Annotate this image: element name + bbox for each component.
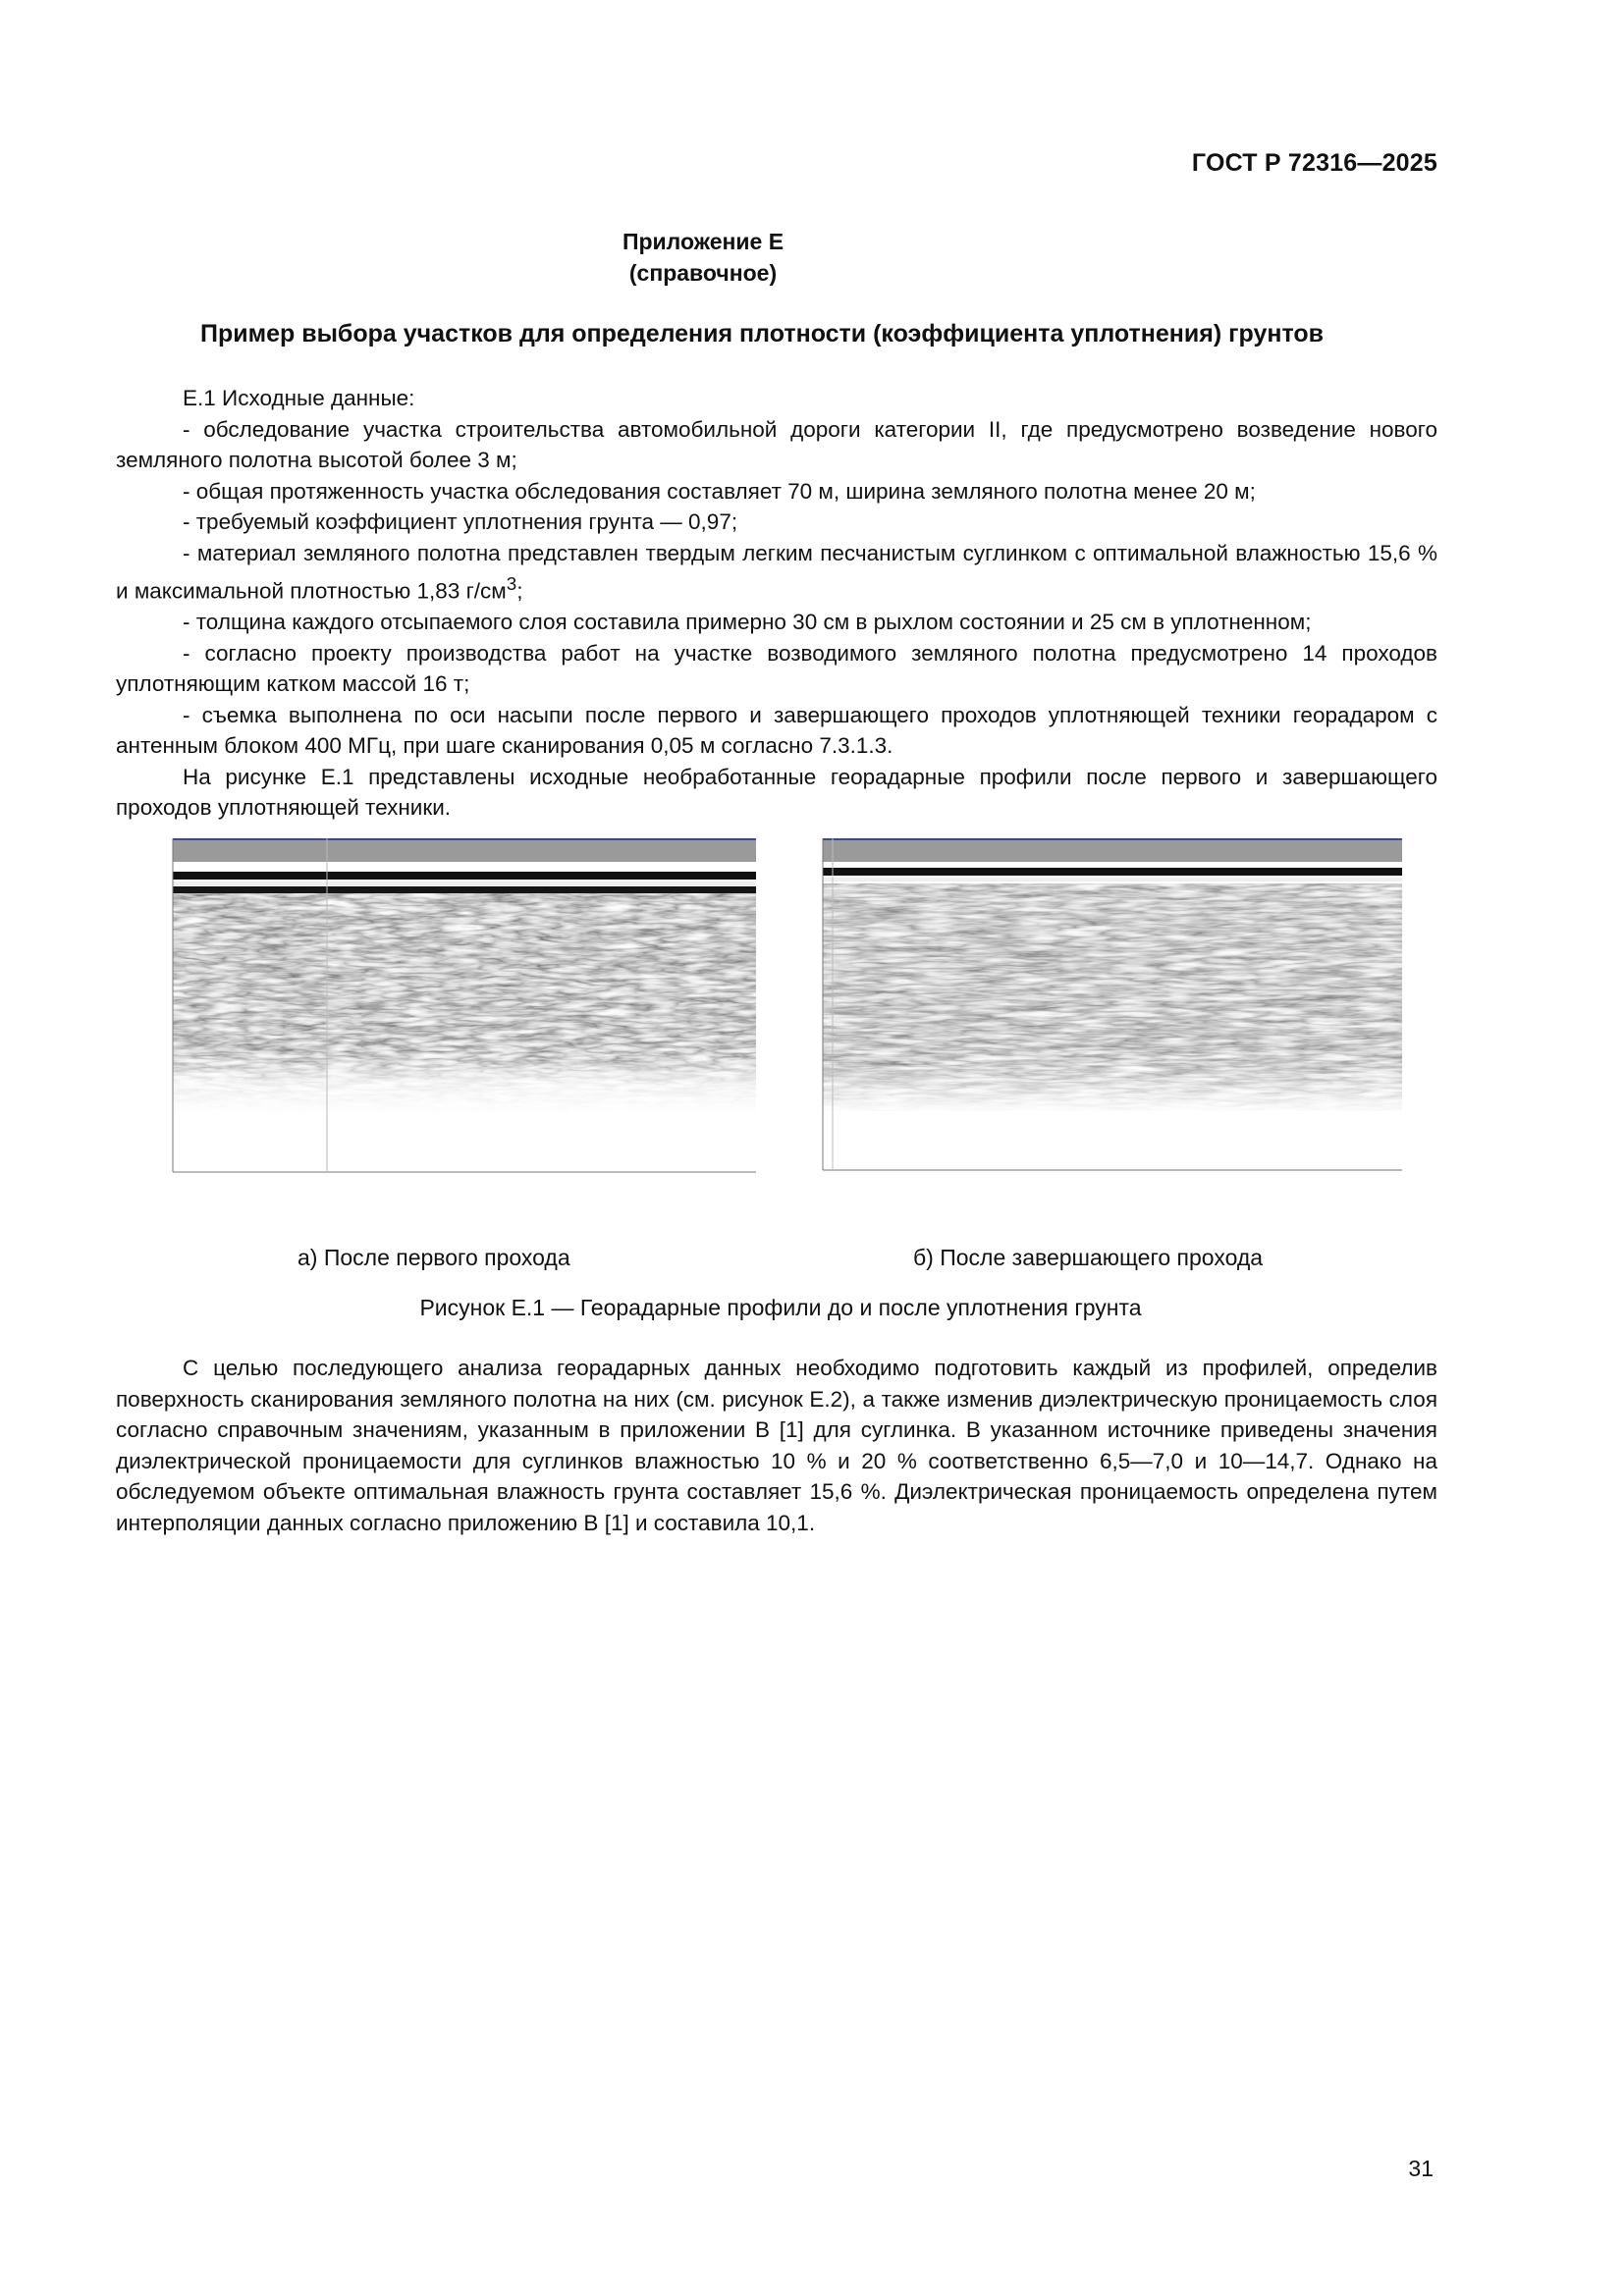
annex-heading	[0, 226, 1406, 289]
intro-item: - толщина каждого отсыпаемого слоя составила примерно 30 см в рыхлом состоянии и 25 см в уплотненном;	[183, 610, 1312, 634]
material-superscript: 3	[506, 573, 517, 594]
intro-heading: Е.1 Исходные данные:	[183, 386, 415, 410]
annex-label: Приложение Е	[622, 229, 785, 254]
annex-status: (справочное)	[628, 260, 778, 286]
radargram-first-pass	[167, 832, 756, 1181]
radargram-final-pass	[815, 832, 1404, 1176]
figure-reference: На рисунке Е.1 представлены исходные необработанные георадарные профили после первого и завершающего проходов уплотняющей техники.	[116, 764, 1437, 820]
figure-caption-a: а) После первого прохода	[298, 1245, 570, 1270]
intro-item-material	[116, 538, 1437, 608]
intro-item: - обследование участка строительства автомобильной дороги категории II, где предусмотрено возведение нового земляного полотна высотой более 3 м;	[116, 416, 1437, 472]
radargram-first-pass-image	[167, 832, 756, 1181]
intro-item: - съемка выполнена по оси насыпи после первого и завершающего проходов уплотняющей техники георадаром с антенным блоком 400 МГц, при шаге сканирования 0,05 м согласно 7.3.1.3.	[116, 702, 1437, 758]
figure-caption-b: б) После завершающего прохода	[913, 1245, 1264, 1270]
conclusion-paragraph: С целью последующего анализа георадарных данных необходимо подготовить каждый из профилей, определив поверхность сканирования земляного полотна на них (см. рисунок Е.2), а также изменив диэлектрическую проницаемость слоя согласно справочным значениям, указанным в приложении В [1] для суглинка. В указанном источнике приведены значения диэлектрической проницаемости для суглинков влажностью 10 % и 20 % соответственно 6,5—7,0 и 10—14,7. Однако на обследуемом объекте оптимальная влажность грунта составляет 15,6 %. Диэлектрическая проницаемость определена путем интерполяции данных согласно приложению В [1] и составила 10,1.	[116, 1356, 1437, 1535]
intro-item: - требуемый коэффициент уплотнения грунта — 0,97;	[183, 509, 738, 534]
radargram-final-pass-image	[815, 832, 1404, 1176]
section-title: Пример выбора участков для определения плотности (коэффициента уплотнения) грунтов	[199, 320, 1325, 347]
figure-title: Рисунок Е.1 — Георадарные профили до и после уплотнения грунта	[419, 1295, 1142, 1320]
intro-block	[116, 383, 1437, 824]
conclusion-block	[116, 1353, 1437, 1538]
material-end: ;	[516, 578, 523, 604]
page-number: 31	[1408, 2156, 1434, 2181]
material-text: - материал земляного полотна представлен твердым легким песчанистым суглинком с оптимальной влажностью 15,6 % и максимальной плотностью 1,83 г/см	[116, 540, 1437, 604]
intro-item: - общая протяженность участка обследования составляет 70 м, ширина земляного полотна менее 20 м;	[183, 478, 1256, 504]
standard-id: ГОСТ Р 72316—2025	[1191, 149, 1437, 177]
intro-item: - согласно проекту производства работ на участке возводимого земляного полотна предусмотрено 14 проходов уплотняющим катком массой 16 т;	[116, 640, 1437, 696]
